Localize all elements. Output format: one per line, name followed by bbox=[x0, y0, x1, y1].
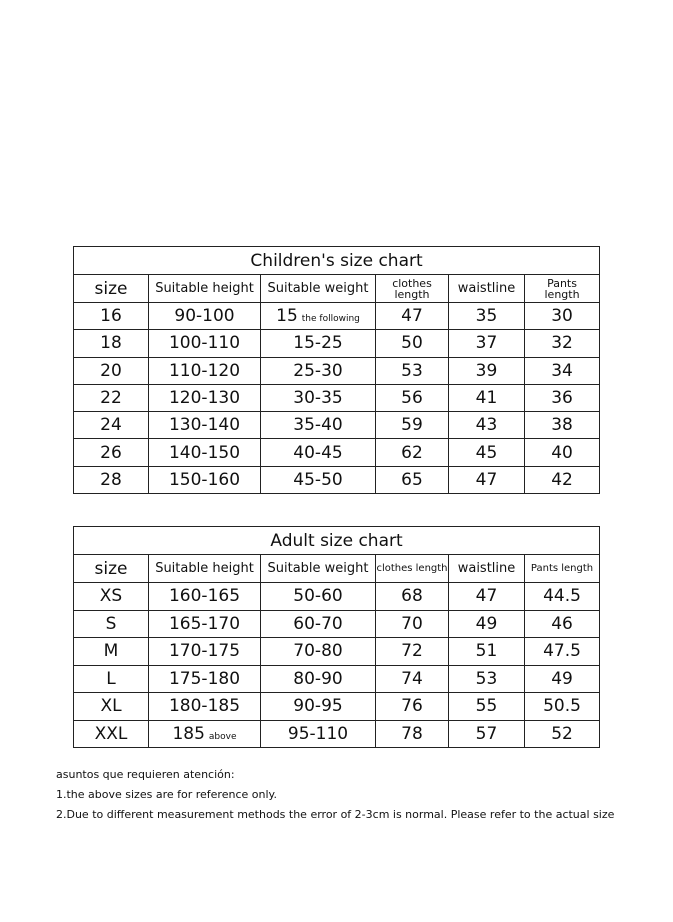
height-cell-value: 100-110 bbox=[168, 333, 241, 354]
clothes-length-cell-value: 72 bbox=[401, 641, 423, 662]
height-cell-value: 150-160 bbox=[168, 469, 241, 490]
header-size: size bbox=[74, 275, 149, 303]
clothes-length-cell-value: 50 bbox=[401, 333, 423, 354]
header-waistline: waistline bbox=[449, 555, 525, 583]
waistline-cell-value: 51 bbox=[475, 641, 498, 662]
table-row bbox=[74, 638, 600, 666]
weight-cell-value: 60-70 bbox=[293, 613, 343, 634]
clothes-length-cell bbox=[376, 357, 449, 384]
size-cell bbox=[74, 303, 149, 330]
weight-cell-value: 25-30 bbox=[293, 360, 343, 381]
pants-length-cell bbox=[525, 466, 600, 493]
size-cell bbox=[74, 693, 149, 721]
table-row bbox=[74, 720, 600, 748]
pants-length-cell-value: 50.5 bbox=[543, 696, 581, 717]
height-cell bbox=[149, 665, 261, 693]
notes-section bbox=[56, 765, 614, 825]
weight-cell bbox=[261, 665, 376, 693]
waistline-cell-value: 47 bbox=[475, 586, 498, 607]
clothes-length-cell bbox=[376, 638, 449, 666]
size-cell bbox=[74, 638, 149, 666]
children-chart-title: Children's size chart bbox=[74, 247, 600, 275]
header-size: size bbox=[74, 555, 149, 583]
size-cell-value: L bbox=[106, 668, 116, 689]
pants-length-cell bbox=[525, 583, 600, 611]
pants-length-cell-value: 38 bbox=[551, 415, 573, 436]
waistline-cell bbox=[449, 610, 525, 638]
weight-cell-value: 70-80 bbox=[293, 641, 343, 662]
size-cell bbox=[74, 357, 149, 384]
pants-length-cell-value: 49 bbox=[551, 668, 573, 689]
clothes-length-cell-value: 59 bbox=[401, 415, 423, 436]
clothes-length-cell bbox=[376, 384, 449, 411]
weight-cell bbox=[261, 357, 376, 384]
waistline-cell-value: 45 bbox=[475, 442, 498, 463]
waistline-cell-value: 55 bbox=[475, 696, 498, 717]
height-cell-value: 170-175 bbox=[168, 641, 241, 662]
pants-length-cell bbox=[525, 610, 600, 638]
table-row bbox=[74, 466, 600, 493]
waistline-cell-value: 37 bbox=[475, 333, 498, 354]
pants-length-cell-value: 40 bbox=[551, 442, 573, 463]
clothes-length-cell-value: 56 bbox=[401, 388, 423, 409]
waistline-cell bbox=[449, 357, 525, 384]
pants-length-cell-value: 42 bbox=[551, 469, 573, 490]
height-cell bbox=[149, 693, 261, 721]
waistline-cell bbox=[449, 583, 525, 611]
height-cell-value: 175-180 bbox=[168, 668, 241, 689]
height-cell-value: 165-170 bbox=[168, 613, 241, 634]
height-cell bbox=[149, 638, 261, 666]
clothes-length-cell bbox=[376, 610, 449, 638]
pants-length-cell bbox=[525, 384, 600, 411]
notes-line-1: 1.the above sizes are for reference only. bbox=[56, 788, 277, 801]
size-cell bbox=[74, 466, 149, 493]
adult-chart-title: Adult size chart bbox=[74, 527, 600, 555]
height-cell bbox=[149, 610, 261, 638]
waistline-cell bbox=[449, 330, 525, 357]
size-cell-value: 24 bbox=[100, 415, 122, 436]
weight-cell bbox=[261, 720, 376, 748]
table-row bbox=[74, 583, 600, 611]
waistline-cell bbox=[449, 439, 525, 466]
clothes-length-cell bbox=[376, 439, 449, 466]
size-cell bbox=[74, 330, 149, 357]
clothes-length-cell bbox=[376, 720, 449, 748]
height-note: above bbox=[208, 731, 237, 742]
height-cell bbox=[149, 466, 261, 493]
pants-length-cell-value: 44.5 bbox=[543, 586, 581, 607]
header-suitable-weight: Suitable weight bbox=[261, 275, 376, 303]
height-cell-value: 130-140 bbox=[168, 415, 241, 436]
weight-note: the following bbox=[301, 314, 360, 325]
pants-length-cell bbox=[525, 412, 600, 439]
clothes-length-cell bbox=[376, 665, 449, 693]
height-cell bbox=[149, 720, 261, 748]
clothes-length-cell bbox=[376, 583, 449, 611]
waistline-cell bbox=[449, 638, 525, 666]
header-suitable-height: Suitable height bbox=[149, 555, 261, 583]
size-cell-value: 20 bbox=[100, 360, 122, 381]
size-cell-value: 28 bbox=[100, 469, 122, 490]
clothes-length-cell bbox=[376, 330, 449, 357]
pants-length-cell bbox=[525, 665, 600, 693]
weight-cell-value: 30-35 bbox=[293, 388, 343, 409]
weight-cell-value: 95-110 bbox=[287, 723, 349, 744]
pants-length-cell-value: 46 bbox=[551, 613, 573, 634]
size-cell-value: 18 bbox=[100, 333, 122, 354]
children-size-chart bbox=[73, 246, 600, 494]
clothes-length-cell bbox=[376, 693, 449, 721]
weight-cell-value: 45-50 bbox=[293, 469, 343, 490]
clothes-length-cell-value: 76 bbox=[401, 696, 423, 717]
header-pants-length: Pants length bbox=[525, 275, 600, 303]
waistline-cell-value: 41 bbox=[475, 388, 498, 409]
height-cell-value: 90-100 bbox=[174, 306, 235, 327]
weight-cell-value: 80-90 bbox=[293, 668, 343, 689]
pants-length-cell-value: 47.5 bbox=[543, 641, 581, 662]
weight-cell-value: 50-60 bbox=[293, 586, 343, 607]
table-row bbox=[74, 693, 600, 721]
weight-cell bbox=[261, 412, 376, 439]
height-cell bbox=[149, 384, 261, 411]
clothes-length-cell-value: 47 bbox=[401, 306, 423, 327]
height-cell bbox=[149, 330, 261, 357]
children-header-row bbox=[74, 275, 600, 303]
notes-heading: asuntos que requieren atención: bbox=[56, 768, 235, 781]
size-cell bbox=[74, 720, 149, 748]
adult-size-chart bbox=[73, 526, 600, 748]
waistline-cell bbox=[449, 303, 525, 330]
weight-cell bbox=[261, 303, 376, 330]
waistline-cell bbox=[449, 665, 525, 693]
size-cell-value: M bbox=[103, 641, 119, 662]
table-row bbox=[74, 610, 600, 638]
height-cell-value: 140-150 bbox=[168, 442, 241, 463]
table-row bbox=[74, 439, 600, 466]
weight-cell bbox=[261, 384, 376, 411]
size-cell-value: XL bbox=[100, 696, 122, 717]
weight-cell-value: 35-40 bbox=[293, 415, 343, 436]
adult-header-row bbox=[74, 555, 600, 583]
pants-length-cell bbox=[525, 720, 600, 748]
header-pants-length: Pants length bbox=[525, 555, 600, 583]
waistline-cell bbox=[449, 412, 525, 439]
weight-cell bbox=[261, 638, 376, 666]
notes-line-2: 2.Due to different measurement methods the error of 2-3cm is normal. Please refer to the actual size bbox=[56, 808, 615, 821]
waistline-cell-value: 53 bbox=[475, 668, 498, 689]
waistline-cell-value: 43 bbox=[475, 415, 498, 436]
waistline-cell bbox=[449, 720, 525, 748]
weight-cell-value: 40-45 bbox=[293, 442, 343, 463]
table-row bbox=[74, 357, 600, 384]
pants-length-cell-value: 30 bbox=[551, 306, 573, 327]
pants-length-cell-value: 34 bbox=[551, 360, 573, 381]
height-cell bbox=[149, 439, 261, 466]
size-cell bbox=[74, 384, 149, 411]
pants-length-cell-value: 36 bbox=[551, 388, 573, 409]
size-cell-value: 22 bbox=[100, 388, 122, 409]
weight-cell bbox=[261, 583, 376, 611]
table-row bbox=[74, 412, 600, 439]
height-cell bbox=[149, 303, 261, 330]
clothes-length-cell-value: 70 bbox=[401, 613, 423, 634]
height-cell-value: 180-185 bbox=[168, 696, 241, 717]
height-cell bbox=[149, 412, 261, 439]
clothes-length-cell-value: 68 bbox=[401, 586, 423, 607]
header-clothes-length: clothes length bbox=[376, 275, 449, 303]
header-suitable-height: Suitable height bbox=[149, 275, 261, 303]
clothes-length-cell-value: 78 bbox=[401, 723, 423, 744]
header-suitable-weight: Suitable weight bbox=[261, 555, 376, 583]
weight-cell-value: 15-25 bbox=[293, 333, 343, 354]
weight-cell bbox=[261, 693, 376, 721]
clothes-length-cell bbox=[376, 466, 449, 493]
height-cell bbox=[149, 583, 261, 611]
pants-length-cell-value: 32 bbox=[551, 333, 573, 354]
waistline-cell-value: 57 bbox=[475, 723, 498, 744]
height-cell-value: 110-120 bbox=[168, 360, 241, 381]
pants-length-cell bbox=[525, 303, 600, 330]
size-cell-value: XS bbox=[99, 586, 123, 607]
waistline-cell bbox=[449, 466, 525, 493]
weight-cell bbox=[261, 466, 376, 493]
height-cell-value: 185 bbox=[172, 723, 205, 744]
pants-length-cell bbox=[525, 693, 600, 721]
size-cell bbox=[74, 665, 149, 693]
size-cell-value: S bbox=[105, 613, 117, 634]
table-row bbox=[74, 330, 600, 357]
height-cell-value: 160-165 bbox=[168, 586, 241, 607]
header-clothes-length: clothes length bbox=[376, 555, 449, 583]
pants-length-cell bbox=[525, 357, 600, 384]
waistline-cell-value: 35 bbox=[475, 306, 498, 327]
pants-length-cell bbox=[525, 330, 600, 357]
size-cell-value: XXL bbox=[94, 723, 128, 744]
waistline-cell-value: 39 bbox=[475, 360, 498, 381]
pants-length-cell bbox=[525, 439, 600, 466]
pants-length-cell-value: 52 bbox=[551, 723, 573, 744]
clothes-length-cell bbox=[376, 303, 449, 330]
pants-length-cell bbox=[525, 638, 600, 666]
clothes-length-cell-value: 65 bbox=[401, 469, 423, 490]
size-cell bbox=[74, 439, 149, 466]
weight-cell-value: 90-95 bbox=[293, 696, 343, 717]
clothes-length-cell bbox=[376, 412, 449, 439]
size-cell bbox=[74, 610, 149, 638]
size-cell bbox=[74, 412, 149, 439]
table-row bbox=[74, 303, 600, 330]
waistline-cell bbox=[449, 693, 525, 721]
weight-cell bbox=[261, 610, 376, 638]
table-row bbox=[74, 665, 600, 693]
waistline-cell bbox=[449, 384, 525, 411]
size-cell-value: 26 bbox=[100, 442, 122, 463]
clothes-length-cell-value: 53 bbox=[401, 360, 423, 381]
weight-cell bbox=[261, 330, 376, 357]
clothes-length-cell-value: 74 bbox=[401, 668, 423, 689]
waistline-cell-value: 49 bbox=[475, 613, 498, 634]
table-row bbox=[74, 384, 600, 411]
height-cell bbox=[149, 357, 261, 384]
height-cell-value: 120-130 bbox=[168, 388, 241, 409]
size-cell-value: 16 bbox=[100, 306, 122, 327]
size-cell bbox=[74, 583, 149, 611]
weight-cell-value: 15 bbox=[276, 306, 298, 327]
weight-cell bbox=[261, 439, 376, 466]
header-waistline: waistline bbox=[449, 275, 525, 303]
waistline-cell-value: 47 bbox=[475, 469, 498, 490]
clothes-length-cell-value: 62 bbox=[401, 442, 423, 463]
